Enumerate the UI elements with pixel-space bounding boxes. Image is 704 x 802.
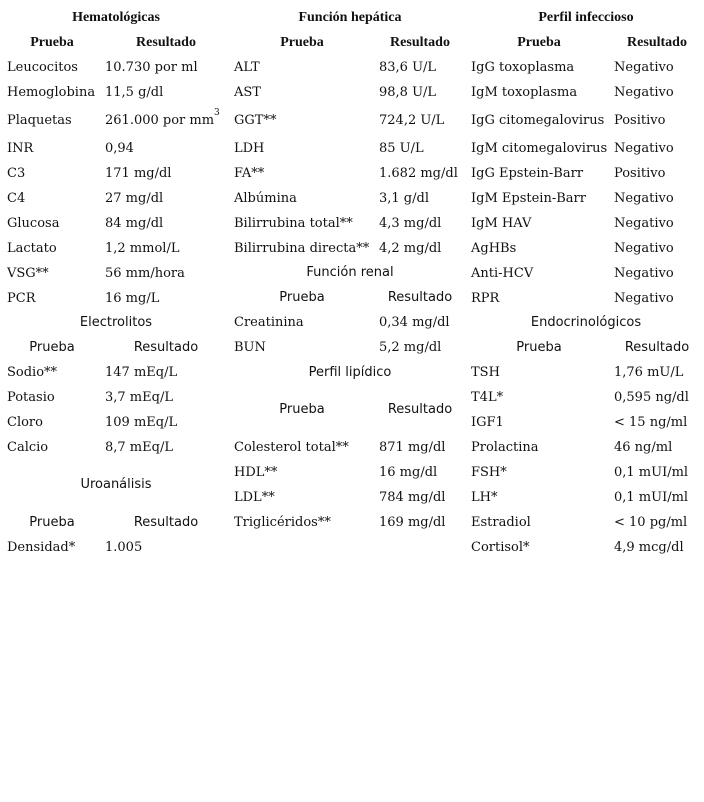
section-title-funcion-hepatica: Función hepática [298,10,402,25]
cell-resultado-value: Positivo [614,113,666,128]
cell-resultado-value: 84 mg/dl [105,216,164,231]
cell-resultado-value: 11,5 g/dl [105,85,164,100]
cell-prueba: HDL** [234,465,278,480]
cell-prueba: Densidad* [7,540,76,555]
cell-resultado [614,360,683,385]
cell-resultado [105,136,134,161]
cell-prueba: Bilirrubina total** [234,216,353,231]
cell-resultado [105,535,142,560]
cell-resultado [379,236,441,261]
cell-prueba: Plaquetas [7,113,72,128]
col-header-resultado: Resultado [133,515,199,530]
cell-resultado-value: 1,2 mmol/L [105,241,180,256]
cell-prueba: RPR [471,291,500,306]
cell-prueba: Prolactina [471,440,539,455]
cell-resultado-value: 16 mg/L [105,291,160,306]
cell-prueba: T4L* [471,390,504,405]
cell-resultado-value: Negativo [614,141,674,156]
table-row [0,136,236,161]
cell-resultado-value: < 10 pg/ml [614,515,688,530]
section-title-uroanalisis: Uroanálisis [80,477,152,492]
col-header-prueba: Prueba [516,340,562,355]
cell-resultado [379,108,444,133]
cell-resultado [379,460,437,485]
table-row [232,211,468,236]
cell-resultado-value: 1.682 mg/dl [379,166,458,181]
cell-resultado-value: 0,1 mUI/ml [614,490,689,505]
section-title-hematologicas: Hematológicas [72,10,160,25]
cell-resultado [105,261,185,286]
col-header-resultado: Resultado [390,35,450,50]
cell-resultado-value: 0,1 mUI/ml [614,465,689,480]
cell-resultado [379,186,429,211]
cell-resultado-value: 85 U/L [379,141,424,156]
cell-resultado [105,108,220,133]
cell-prueba: C3 [7,166,26,181]
table-row [468,80,704,105]
cell-resultado [379,435,445,460]
cell-resultado [105,55,198,80]
cell-prueba: VSG** [7,266,49,281]
table-row [468,211,704,236]
table-row [232,460,468,485]
table-row [468,261,704,286]
cell-resultado [379,80,436,105]
header-row-funcion-renal [232,285,468,310]
cell-resultado [105,385,173,410]
section-title-electrolitos: Electrolitos [79,315,153,330]
table-row [468,55,704,80]
cell-resultado [614,161,665,186]
cell-prueba: AgHBs [471,241,517,256]
table-row [0,410,236,435]
cell-resultado-value: 3,7 mEq/L [105,390,173,405]
table-row [232,310,468,335]
section-title-perfil-infeccioso: Perfil infeccioso [538,10,634,25]
cell-prueba: LH* [471,490,498,505]
col-header-prueba: Prueba [29,515,75,530]
cell-prueba: Hemoglobina [7,85,96,100]
cell-prueba: Albúmina [234,191,297,206]
cell-prueba: IgG citomegalovirus [471,113,605,128]
cell-resultado-exponent: 3 [214,108,220,118]
header-row-uroanalisis [0,510,232,535]
cell-prueba: INR [7,141,34,156]
cell-prueba: Colesterol total** [234,440,349,455]
cell-resultado-value: 0,94 [105,141,134,156]
cell-resultado-value: 1,76 mU/L [614,365,684,380]
col-header-resultado: Resultado [387,290,453,305]
col-header-resultado: Resultado [627,35,687,50]
cell-prueba: IgM Epstein-Barr [471,191,586,206]
table-row [468,186,704,211]
cell-prueba: Sodio** [7,365,58,380]
cell-resultado [105,211,163,236]
cell-resultado [105,360,177,385]
table-row [232,80,468,105]
col-header-resultado: Resultado [387,402,453,417]
cell-prueba: Lactato [7,241,57,256]
table-row [0,435,236,460]
cell-prueba: PCR [7,291,36,306]
cell-prueba: Anti-HCV [471,266,534,281]
cell-prueba: AST [234,85,261,100]
section-title-endocrinologicos: Endocrinológicos [530,315,642,330]
cell-resultado [614,136,674,161]
cell-resultado-value: 56 mm/hora [105,266,185,281]
cell-prueba: Potasio [7,390,55,405]
table-row [232,186,468,211]
cell-resultado-value: 0,595 ng/dl [614,390,689,405]
cell-prueba: IgM HAV [471,216,532,231]
table-row [0,286,236,311]
cell-resultado [379,335,441,360]
table-row [468,485,704,510]
cell-resultado [379,55,436,80]
cell-resultado-value: Negativo [614,266,674,281]
cell-resultado [379,136,424,161]
cell-prueba: IgG Epstein-Barr [471,166,584,181]
cell-prueba: FSH* [471,465,507,480]
cell-resultado [614,485,688,510]
cell-prueba: Glucosa [7,216,60,231]
table-row [468,410,704,435]
cell-resultado-value: 784 mg/dl [379,490,446,505]
table-row [0,80,236,105]
cell-resultado-value: 1.005 [105,540,143,555]
cell-resultado [105,186,163,211]
cell-resultado [614,460,688,485]
cell-resultado-value: Positivo [614,166,666,181]
table-row [468,535,704,560]
cell-resultado [105,286,159,311]
cell-prueba: Leucocitos [7,60,78,75]
table-row [0,236,236,261]
col-header-prueba: Prueba [30,35,74,50]
table-row [0,261,236,286]
cell-prueba: Triglicéridos** [234,515,331,530]
header-row-endocrinologicos [468,335,704,360]
cell-resultado-value: 8,7 mEq/L [105,440,173,455]
cell-resultado-value: 147 mEq/L [105,365,178,380]
table-row [232,335,468,360]
table-row [232,108,468,133]
header-row-hematologicas [0,30,232,55]
cell-prueba: BUN [234,340,266,355]
header-row-funcion-hepatica [232,30,468,55]
cell-resultado [614,55,674,80]
cell-resultado [614,535,684,560]
table-row [468,510,704,535]
cell-resultado-value: Negativo [614,241,674,256]
cell-prueba: Cloro [7,415,43,430]
col-header-prueba: Prueba [517,35,561,50]
cell-resultado-value: 169 mg/dl [379,515,446,530]
cell-resultado-value: 171 mg/dl [105,166,172,181]
cell-resultado-value: 98,8 U/L [379,85,437,100]
cell-resultado [614,385,689,410]
table-row [468,108,704,133]
table-row [0,535,236,560]
cell-resultado [614,510,687,535]
cell-resultado [614,410,687,435]
col-header-prueba: Prueba [279,402,325,417]
table-row [468,360,704,385]
col-header-prueba: Prueba [29,340,75,355]
section-title-perfil-lipidico: Perfil lipídico [308,365,392,380]
cell-resultado-value: 46 ng/ml [614,440,673,455]
cell-resultado [105,161,171,186]
table-row [232,55,468,80]
cell-resultado-value: 4,3 mg/dl [379,216,442,231]
table-row [0,161,236,186]
cell-resultado [614,211,674,236]
table-row [0,108,236,133]
cell-prueba: Bilirrubina directa** [234,241,370,256]
section-title-funcion-renal: Función renal [306,265,394,280]
cell-resultado [105,435,173,460]
cell-prueba: ALT [234,60,260,75]
cell-resultado [379,310,450,335]
cell-resultado [379,161,458,186]
table-row [468,236,704,261]
cell-prueba: Cortisol* [471,540,530,555]
header-row-electrolitos [0,335,232,360]
cell-resultado-value: Negativo [614,85,674,100]
header-row-perfil-infeccioso [468,30,704,55]
cell-resultado-value: Negativo [614,291,674,306]
cell-resultado-value: 871 mg/dl [379,440,446,455]
cell-prueba: C4 [7,191,26,206]
cell-prueba: FA** [234,166,265,181]
col-header-prueba: Prueba [280,35,324,50]
cell-prueba: TSH [471,365,500,380]
cell-resultado [614,80,674,105]
table-row [232,161,468,186]
col-header-resultado: Resultado [136,35,196,50]
table-row [232,136,468,161]
cell-resultado [614,236,674,261]
col-header-prueba: Prueba [279,290,325,305]
cell-prueba: Calcio [7,440,49,455]
table-row [0,211,236,236]
cell-resultado [105,410,177,435]
cell-resultado-value: 3,1 g/dl [379,191,429,206]
table-row [468,435,704,460]
cell-resultado [379,211,441,236]
table-row [0,186,236,211]
table-row [468,161,704,186]
table-row [468,385,704,410]
cell-resultado [105,236,179,261]
table-row [232,236,468,261]
cell-resultado [105,80,163,105]
table-row [232,485,468,510]
cell-resultado [614,108,665,133]
cell-prueba: IgM citomegalovirus [471,141,608,156]
cell-resultado-value: 109 mEq/L [105,415,178,430]
cell-resultado-value: 724,2 U/L [379,113,445,128]
col-header-resultado: Resultado [624,340,690,355]
cell-resultado-value: 4,2 mg/dl [379,241,442,256]
cell-prueba: LDL** [234,490,275,505]
cell-resultado [379,510,445,535]
cell-resultado-value: Negativo [614,191,674,206]
cell-prueba: LDH [234,141,265,156]
cell-resultado-value: 4,9 mcg/dl [614,540,684,555]
table-row [468,460,704,485]
table-row [0,55,236,80]
table-row [468,136,704,161]
table-row [468,286,704,311]
cell-prueba: Estradiol [471,515,531,530]
header-row-perfil-lipidico [232,397,468,422]
cell-resultado-value: 261.000 por mm [105,113,215,128]
table-row [0,385,236,410]
cell-prueba: IgM toxoplasma [471,85,578,100]
cell-resultado-value: Negativo [614,216,674,231]
cell-resultado-value: Negativo [614,60,674,75]
table-row [0,360,236,385]
cell-resultado [614,261,674,286]
cell-prueba: IgG toxoplasma [471,60,575,75]
cell-prueba: Creatinina [234,315,304,330]
cell-resultado-value: 16 mg/dl [379,465,438,480]
cell-prueba: GGT** [234,113,277,128]
cell-prueba: IGF1 [471,415,504,430]
cell-resultado-value: 10.730 por ml [105,60,198,75]
cell-resultado-value: < 15 ng/ml [614,415,688,430]
cell-resultado [614,435,672,460]
cell-resultado-value: 83,6 U/L [379,60,437,75]
cell-resultado [614,186,674,211]
table-row [232,435,468,460]
cell-resultado-value: 5,2 mg/dl [379,340,442,355]
cell-resultado [379,485,445,510]
cell-resultado-value: 0,34 mg/dl [379,315,450,330]
col-header-resultado: Resultado [133,340,199,355]
table-row [232,510,468,535]
cell-resultado-value: 27 mg/dl [105,191,164,206]
cell-resultado [614,286,674,311]
